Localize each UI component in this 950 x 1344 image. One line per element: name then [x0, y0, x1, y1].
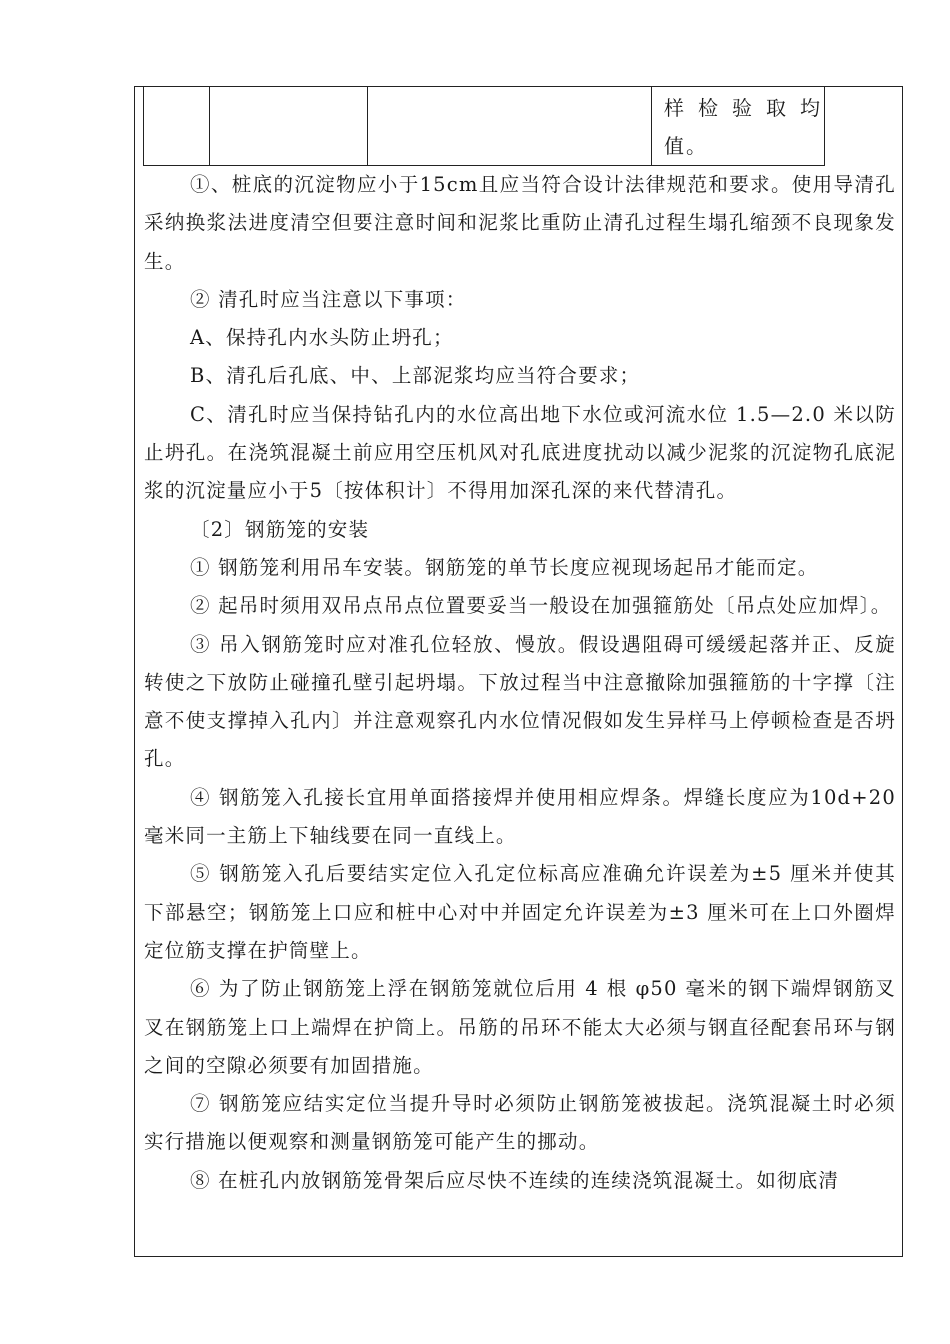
paragraph-cage-1: ① 钢筋笼利用吊车安装。钢筋笼的单节长度应视现场起吊才能而定。	[190, 555, 819, 579]
paragraph-cage-4: ④ 钢筋笼入孔接长宜用单面搭接焊并使用相应焊条。焊缝长度应为10d+20 毫米同一主筋上下轴线要在同一直线上。	[144, 785, 896, 848]
table-cell-empty-1	[144, 87, 210, 166]
document-body	[144, 166, 896, 1200]
paragraph-cage-2: ② 起吊时须用双吊点吊点位置要妥当一般设在加强箍筋处〔吊点处应加焊〕。	[190, 594, 892, 618]
paragraph-item-c: C、清孔时应当保持钻孔内的水位高出地下水位或河流水位 1.5—2.0 米以防止坍孔。在浇筑混凝土前应用空压机风对孔底进度扰动以减少泥浆的沉淀物孔底泥浆的沉淀量应小于5〔按体积计〕不得用加深孔深的来代替清孔。	[144, 402, 896, 503]
paragraph-cage-7: ⑦ 钢筋笼应结实定位当提升导时必须防止钢筋笼被拔起。浇筑混凝土时必须实行措施以便观察和测量钢筋笼可能产生的挪动。	[144, 1092, 896, 1154]
section-heading-cage: 〔2〕钢筋笼的安装	[190, 517, 370, 541]
paragraph-item-a: A、保持孔内水头防止坍孔；	[190, 326, 454, 350]
paragraph-cage-5: ⑤ 钢筋笼入孔后要结实定位入孔定位标高应准确允许误差为±5 厘米并使其下部悬空；钢筋笼上口应和桩中心对中并固定允许误差为±3 厘米可在上口外圈焊定位筋支撑在护筒壁上。	[144, 862, 896, 962]
paragraph-cage-6: ⑥ 为了防止钢筋笼上浮在钢筋笼就位后用 4 根 φ50 毫米的钢下端焊钢筋叉叉在钢筋笼上口上端焊在护筒上。吊筋的吊环不能太大必须与钢直径配套吊环与钢之间的空隙必须要有加固措施。	[144, 977, 896, 1077]
table-cell-line-1: 样检验取均	[664, 96, 834, 120]
table-cell-line-2: 值。	[664, 134, 708, 158]
table-fragment	[143, 86, 834, 166]
paragraph-clean-notes: ② 清孔时应当注意以下事项：	[190, 287, 467, 311]
paragraph-item-b: B、清孔后孔底、中、上部泥浆均应当符合要求；	[190, 364, 641, 388]
table-cell-empty-3	[368, 87, 652, 166]
table-cell-empty-2	[210, 87, 368, 166]
table-cell-text	[652, 87, 834, 166]
paragraph-cage-8: ⑧ 在桩孔内放钢筋笼骨架后应尽快不连续的连续浇筑混凝土。如彻底清	[190, 1168, 840, 1192]
paragraph-sediment: ①、桩底的沉淀物应小于15cm且应当符合设计法律规范和要求。使用导清孔采纳换浆法进度清空但要注意时间和泥浆比重防止清孔过程生塌孔缩颈不良现象发生。	[144, 173, 896, 273]
paragraph-cage-3: ③ 吊入钢筋笼时应对准孔位轻放、慢放。假设遇阻碍可缓缓起落并正、反旋转使之下放防止碰撞孔壁引起坍塌。下放过程当中注意撤除加强箍筋的十字撑〔注意不使支撑掉入孔内〕并注意观察孔内水位情况假如发生异样马上停顿检查是否坍孔。	[144, 632, 896, 771]
frame-bottom-border	[134, 1256, 903, 1257]
